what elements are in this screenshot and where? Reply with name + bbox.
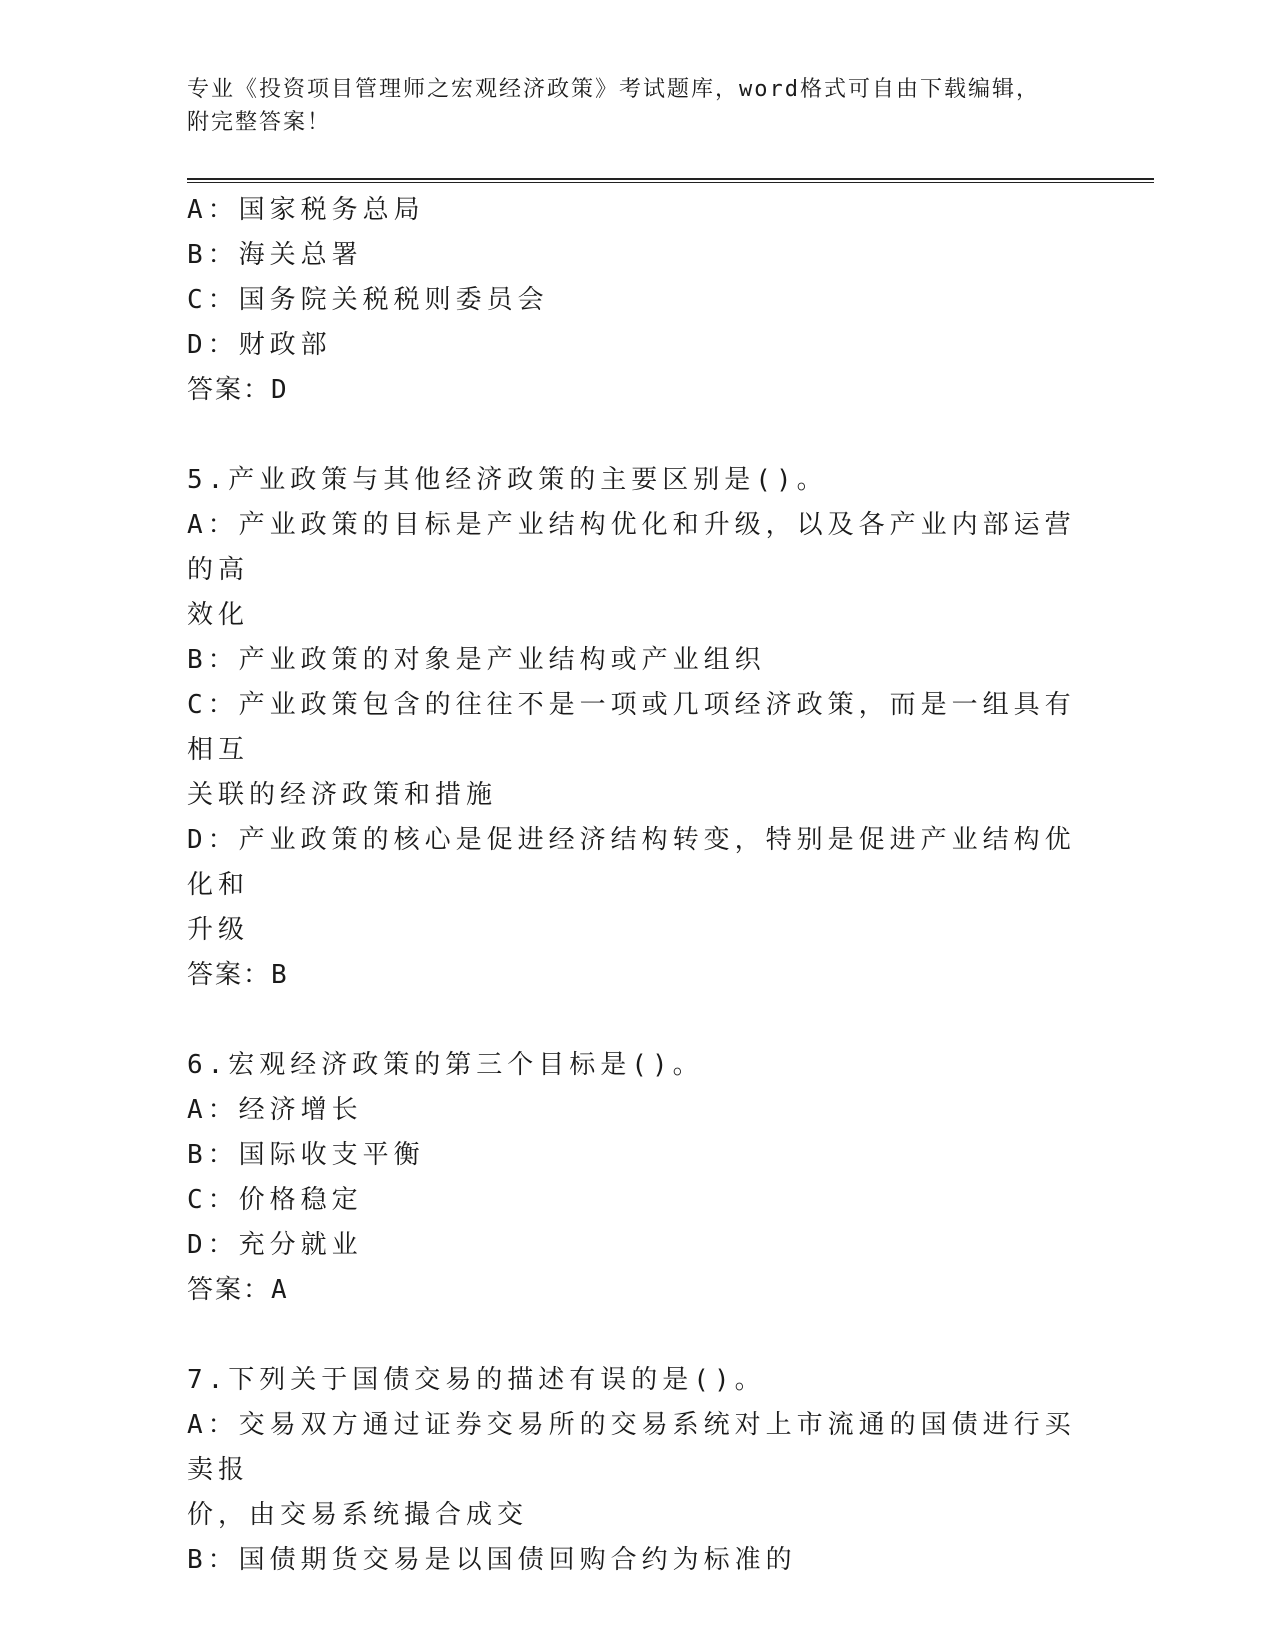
q6-answer: 答案：A bbox=[187, 1275, 289, 1305]
q5-option-a-line-1: A：产业政策的目标是产业结构优化和升级，以及各产业内部运营的高 bbox=[187, 510, 1076, 585]
question-6 bbox=[187, 1043, 1087, 1313]
q6-option-a: A：经济增长 bbox=[187, 1095, 363, 1125]
q4-answer: 答案：D bbox=[187, 375, 289, 405]
question-4 bbox=[187, 188, 1087, 413]
q6-option-c: C：价格稳定 bbox=[187, 1185, 363, 1215]
q5-option-d-line-1: D：产业政策的核心是促进经济结构转变，特别是促进产业结构优化和 bbox=[187, 825, 1076, 900]
q5-question-text: 5.产业政策与其他经济政策的主要区别是()。 bbox=[187, 465, 828, 495]
header-title-line-2: 附完整答案！ bbox=[187, 110, 332, 135]
q6-option-d: D：充分就业 bbox=[187, 1230, 363, 1260]
q5-answer: 答案：B bbox=[187, 960, 289, 990]
q7-option-a-line-2: 价，由交易系统撮合成交 bbox=[187, 1500, 529, 1530]
q4-option-c: C：国务院关税税则委员会 bbox=[187, 285, 549, 315]
question-5 bbox=[187, 458, 1087, 998]
q7-option-b: B：国债期货交易是以国债回购合约为标准的 bbox=[187, 1545, 797, 1575]
q4-option-b: B：海关总署 bbox=[187, 240, 363, 270]
q5-option-b: B：产业政策的对象是产业结构或产业组织 bbox=[187, 645, 766, 675]
q7-option-a-line-1: A：交易双方通过证券交易所的交易系统对上市流通的国债进行买卖报 bbox=[187, 1410, 1076, 1485]
document-header bbox=[187, 73, 1087, 139]
question-7 bbox=[187, 1358, 1087, 1583]
q5-option-d-line-2: 升级 bbox=[187, 915, 250, 945]
q7-question-text: 7.下列关于国债交易的描述有误的是()。 bbox=[187, 1365, 766, 1395]
q5-option-c-line-2: 关联的经济政策和措施 bbox=[187, 780, 498, 810]
q5-option-a-line-2: 效化 bbox=[187, 600, 250, 630]
header-divider bbox=[187, 178, 1154, 183]
q4-option-d: D：财政部 bbox=[187, 330, 332, 360]
q5-option-c-line-1: C：产业政策包含的往往不是一项或几项经济政策，而是一组具有相互 bbox=[187, 690, 1076, 765]
question-list bbox=[187, 188, 1087, 1583]
q6-option-b: B：国际收支平衡 bbox=[187, 1140, 425, 1170]
spacer bbox=[187, 1313, 1087, 1358]
header-title-line-1: 专业《投资项目管理师之宏观经济政策》考试题库，word格式可自由下载编辑， bbox=[187, 77, 1040, 102]
q6-question-text: 6.宏观经济政策的第三个目标是()。 bbox=[187, 1050, 704, 1080]
q4-option-a: A：国家税务总局 bbox=[187, 195, 425, 225]
spacer bbox=[187, 413, 1087, 458]
spacer bbox=[187, 998, 1087, 1043]
